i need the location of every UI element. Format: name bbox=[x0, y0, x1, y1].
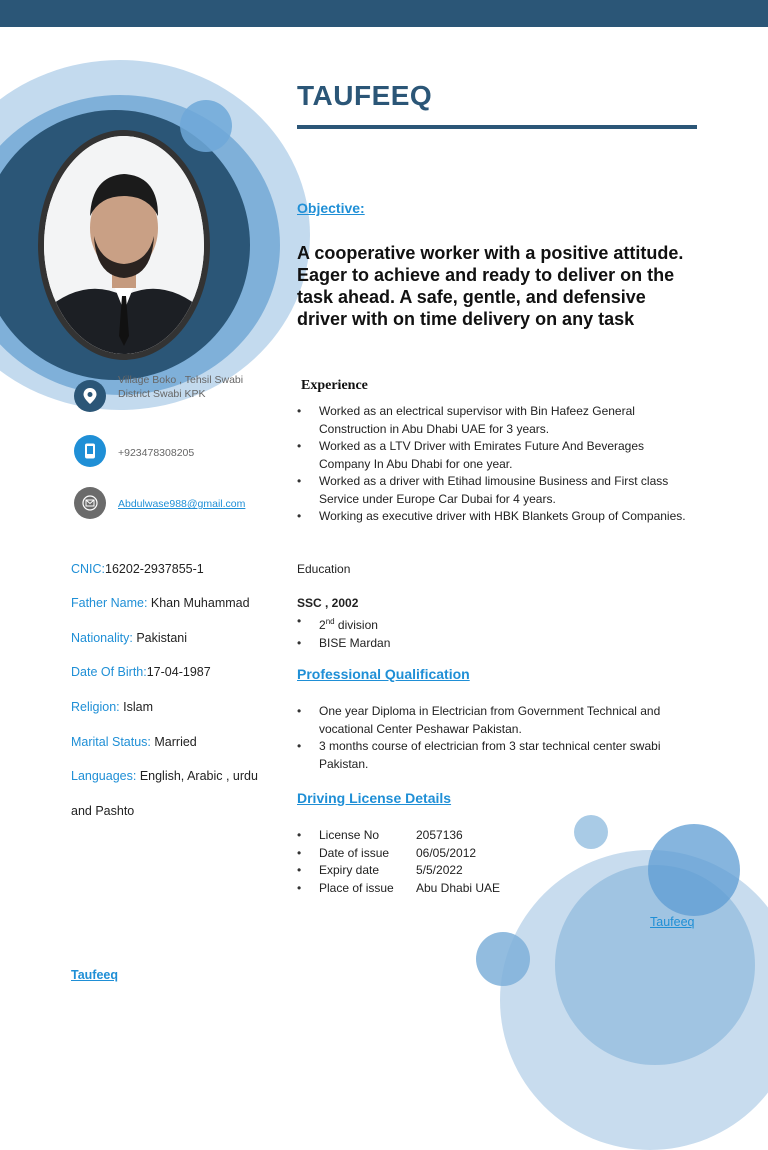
phone-number: +923478308205 bbox=[118, 447, 195, 459]
education-list bbox=[297, 613, 697, 652]
info-label: Date Of Birth: bbox=[71, 665, 147, 679]
decor-circle-small-left bbox=[180, 100, 232, 152]
info-languages bbox=[71, 769, 258, 783]
info-label: Nationality: bbox=[71, 631, 137, 645]
decor-circle-bottom-top bbox=[648, 824, 740, 916]
address-line-2: District Swabi KPK bbox=[118, 388, 206, 400]
division-text: division bbox=[334, 618, 378, 632]
info-marital-status bbox=[71, 735, 197, 749]
address-block bbox=[118, 373, 243, 401]
info-label: Religion: bbox=[71, 700, 124, 714]
license-value: Abu Dhabi UAE bbox=[416, 880, 501, 895]
license-value: 06/05/2012 bbox=[416, 845, 477, 860]
license-key: • Date of issue bbox=[319, 845, 390, 860]
list-item bbox=[297, 827, 597, 845]
list-item: • 3 months course of electrician from 3 star technical center swabi Pakistan. bbox=[297, 738, 697, 773]
info-label: Marital Status: bbox=[71, 735, 155, 749]
info-value: Islam bbox=[123, 700, 153, 714]
footer-name-link-right[interactable]: Taufeeq bbox=[650, 915, 695, 929]
list-item: • Worked as an electrical supervisor with Bin Hafeez General Construction in Abu Dhabi UAE for 3 years. bbox=[297, 403, 697, 438]
candidate-name: TAUFEEQ bbox=[297, 80, 433, 111]
license-list bbox=[297, 827, 597, 897]
email-icon-badge bbox=[74, 487, 106, 519]
profile-photo-image bbox=[44, 136, 204, 354]
license-key: • Place of issue bbox=[319, 880, 394, 895]
division-number: 2 bbox=[319, 618, 326, 632]
info-label: Father Name: bbox=[71, 596, 151, 610]
education-degree: SSC , 2002 bbox=[297, 596, 359, 610]
list-item: • Worked as a driver with Etihad limousine Business and First class Service under Europe Car Dubai for 4 years. bbox=[297, 473, 697, 508]
education-heading: Education bbox=[297, 562, 351, 576]
info-value: 17-04-1987 bbox=[146, 665, 211, 679]
info-value: 16202-2937855-1 bbox=[105, 562, 204, 576]
info-label: CNIC: bbox=[71, 562, 106, 576]
address-line-1: Village Boko , Tehsil Swabi bbox=[118, 374, 244, 386]
license-key: • License No bbox=[319, 828, 380, 842]
qualification-heading: Professional Qualification bbox=[297, 666, 470, 682]
info-languages-cont: and Pashto bbox=[71, 804, 135, 818]
list-item: • One year Diploma in Electrician from Government Technical and vocational Center Peshawar Pakistan. bbox=[297, 703, 697, 738]
license-value: 5/5/2022 bbox=[416, 863, 463, 877]
experience-list bbox=[297, 403, 697, 526]
envelope-icon bbox=[82, 495, 98, 511]
name-divider bbox=[297, 125, 697, 129]
info-value: Khan Muhammad bbox=[150, 596, 250, 610]
profile-photo bbox=[38, 130, 210, 360]
decor-circle-bottom-small bbox=[476, 932, 530, 986]
experience-heading: Experience bbox=[301, 378, 368, 393]
license-value: 2057136 bbox=[416, 828, 463, 842]
qualification-list bbox=[297, 703, 697, 773]
info-cnic bbox=[71, 562, 204, 576]
info-label: Languages: bbox=[71, 769, 140, 783]
email-link[interactable]: Abdulwase988@gmail.com bbox=[118, 498, 246, 510]
footer-name-link-left[interactable]: Taufeeq bbox=[71, 968, 118, 982]
info-value: English, Arabic , urdu bbox=[139, 769, 258, 783]
info-date-of-birth bbox=[71, 665, 211, 679]
phone-icon bbox=[83, 443, 97, 459]
objective-text: A cooperative worker with a positive attitude. Eager to achieve and ready to deliver on the task ahead. A safe, gentle, and defensive driver with on time delivery on any task bbox=[297, 243, 684, 329]
list-item bbox=[297, 845, 597, 863]
list-item: • Worked as a LTV Driver with Emirates Future And Beverages Company In Abu Dhabi for one year. bbox=[297, 438, 697, 473]
list-item bbox=[297, 613, 697, 635]
division-suffix: nd bbox=[325, 617, 335, 626]
list-item bbox=[297, 880, 597, 898]
info-value: Married bbox=[154, 735, 197, 749]
map-pin-icon bbox=[82, 387, 98, 405]
license-key: • Expiry date bbox=[319, 863, 380, 877]
phone-icon-badge bbox=[74, 435, 106, 467]
top-banner bbox=[0, 0, 768, 27]
info-nationality bbox=[71, 631, 187, 645]
objective-heading: Objective: bbox=[297, 200, 365, 216]
info-value: Pakistani bbox=[136, 631, 188, 645]
list-item: • Working as executive driver with HBK Blankets Group of Companies. bbox=[297, 508, 697, 526]
list-item: • BISE Mardan bbox=[297, 635, 697, 653]
info-father-name bbox=[71, 596, 250, 610]
list-item bbox=[297, 862, 597, 880]
address-icon-badge bbox=[74, 380, 106, 412]
info-religion bbox=[71, 700, 153, 714]
license-heading: Driving License Details bbox=[297, 790, 452, 806]
